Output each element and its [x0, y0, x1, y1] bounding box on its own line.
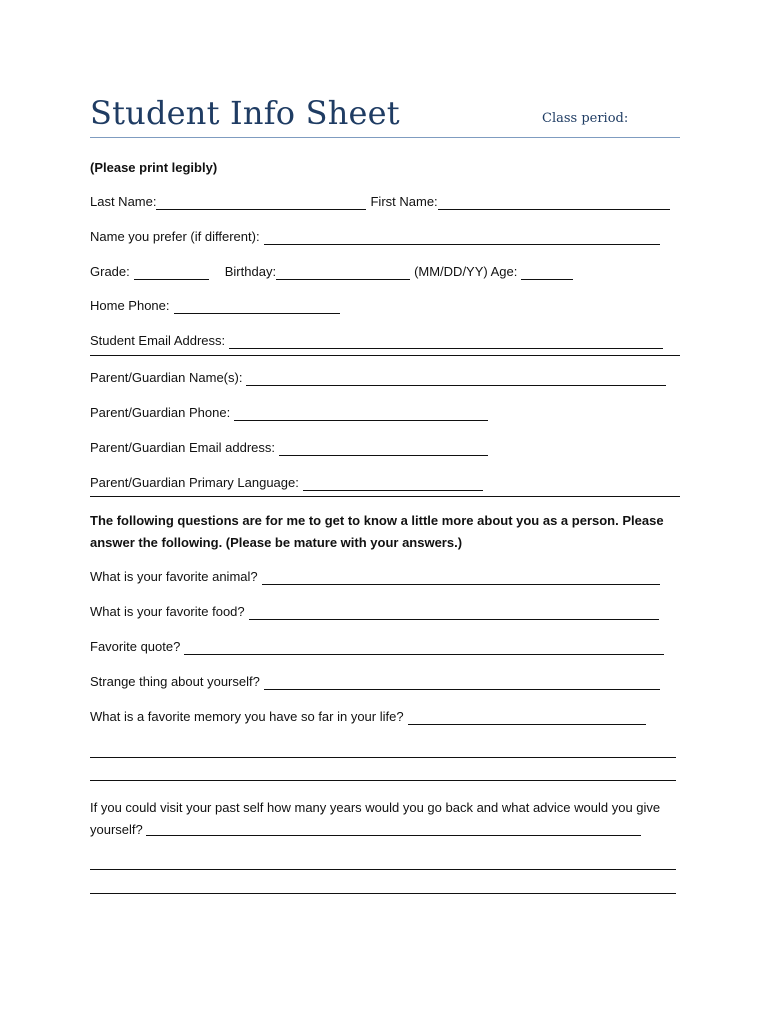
preferred-name-row	[90, 229, 660, 245]
animal-field[interactable]	[262, 570, 660, 585]
student-email-row	[90, 333, 663, 349]
quote-label: Favorite quote?	[90, 639, 181, 654]
memory-field[interactable]	[408, 710, 646, 725]
memory-answer-line[interactable]	[90, 780, 676, 781]
past-self-field[interactable]	[146, 821, 641, 836]
class-period-label: Class period:	[542, 111, 629, 126]
birthday-field[interactable]	[276, 265, 410, 280]
quote-row	[90, 639, 664, 655]
student-email-label: Student Email Address:	[90, 333, 226, 348]
age-field[interactable]	[521, 265, 573, 280]
food-field[interactable]	[249, 605, 659, 620]
strange-row	[90, 674, 660, 690]
last-name-field[interactable]	[156, 195, 366, 210]
name-row	[90, 194, 670, 210]
quote-field[interactable]	[184, 640, 664, 655]
student-email-field[interactable]	[229, 334, 663, 349]
guardian-email-row	[90, 440, 488, 456]
first-name-field[interactable]	[438, 195, 670, 210]
past-self-answer-line[interactable]	[90, 869, 676, 870]
past-self-question	[90, 797, 682, 841]
home-phone-row	[90, 298, 340, 314]
guardian-phone-row	[90, 405, 488, 421]
strange-label: Strange thing about yourself?	[90, 674, 260, 689]
preferred-name-field[interactable]	[264, 230, 660, 245]
guardian-language-label: Parent/Guardian Primary Language:	[90, 475, 299, 490]
strange-field[interactable]	[264, 675, 660, 690]
guardian-language-field[interactable]	[303, 476, 483, 491]
memory-row	[90, 709, 646, 725]
home-phone-label: Home Phone:	[90, 298, 170, 313]
home-phone-field[interactable]	[174, 299, 340, 314]
grade-label: Grade:	[90, 264, 130, 279]
food-label: What is your favorite food?	[90, 604, 245, 619]
guardian-name-row	[90, 370, 666, 386]
age-label: (MM/DD/YY) Age:	[414, 264, 518, 279]
animal-label: What is your favorite animal?	[90, 569, 258, 584]
last-name-label: Last Name:	[90, 194, 157, 209]
title-divider	[90, 137, 680, 138]
memory-answer-line[interactable]	[90, 757, 676, 758]
section-divider	[90, 496, 680, 497]
page-title: Student Info Sheet	[90, 94, 400, 132]
guardian-language-row	[90, 475, 483, 491]
past-self-answer-line[interactable]	[90, 893, 676, 894]
past-self-label: If you could visit your past self how many years would you go back and what advice would you give yourself?	[90, 800, 661, 837]
guardian-email-field[interactable]	[279, 441, 488, 456]
memory-label: What is a favorite memory you have so far in your life?	[90, 709, 404, 724]
animal-row	[90, 569, 660, 585]
guardian-phone-field[interactable]	[234, 406, 488, 421]
grade-birthday-row	[90, 264, 573, 280]
guardian-name-field[interactable]	[246, 371, 666, 386]
birthday-label: Birthday:	[224, 264, 277, 279]
guardian-name-label: Parent/Guardian Name(s):	[90, 370, 243, 385]
first-name-label: First Name:	[370, 194, 438, 209]
preferred-name-label: Name you prefer (if different):	[90, 229, 260, 244]
questions-intro: The following questions are for me to get to know a little more about you as a person. Please answer the following. (Please be mature with your answers.)	[90, 513, 664, 550]
print-instruction: (Please print legibly)	[90, 160, 218, 175]
section-divider	[90, 355, 680, 356]
guardian-email-label: Parent/Guardian Email address:	[90, 440, 275, 455]
grade-field[interactable]	[134, 265, 209, 280]
guardian-phone-label: Parent/Guardian Phone:	[90, 405, 231, 420]
food-row	[90, 604, 659, 620]
